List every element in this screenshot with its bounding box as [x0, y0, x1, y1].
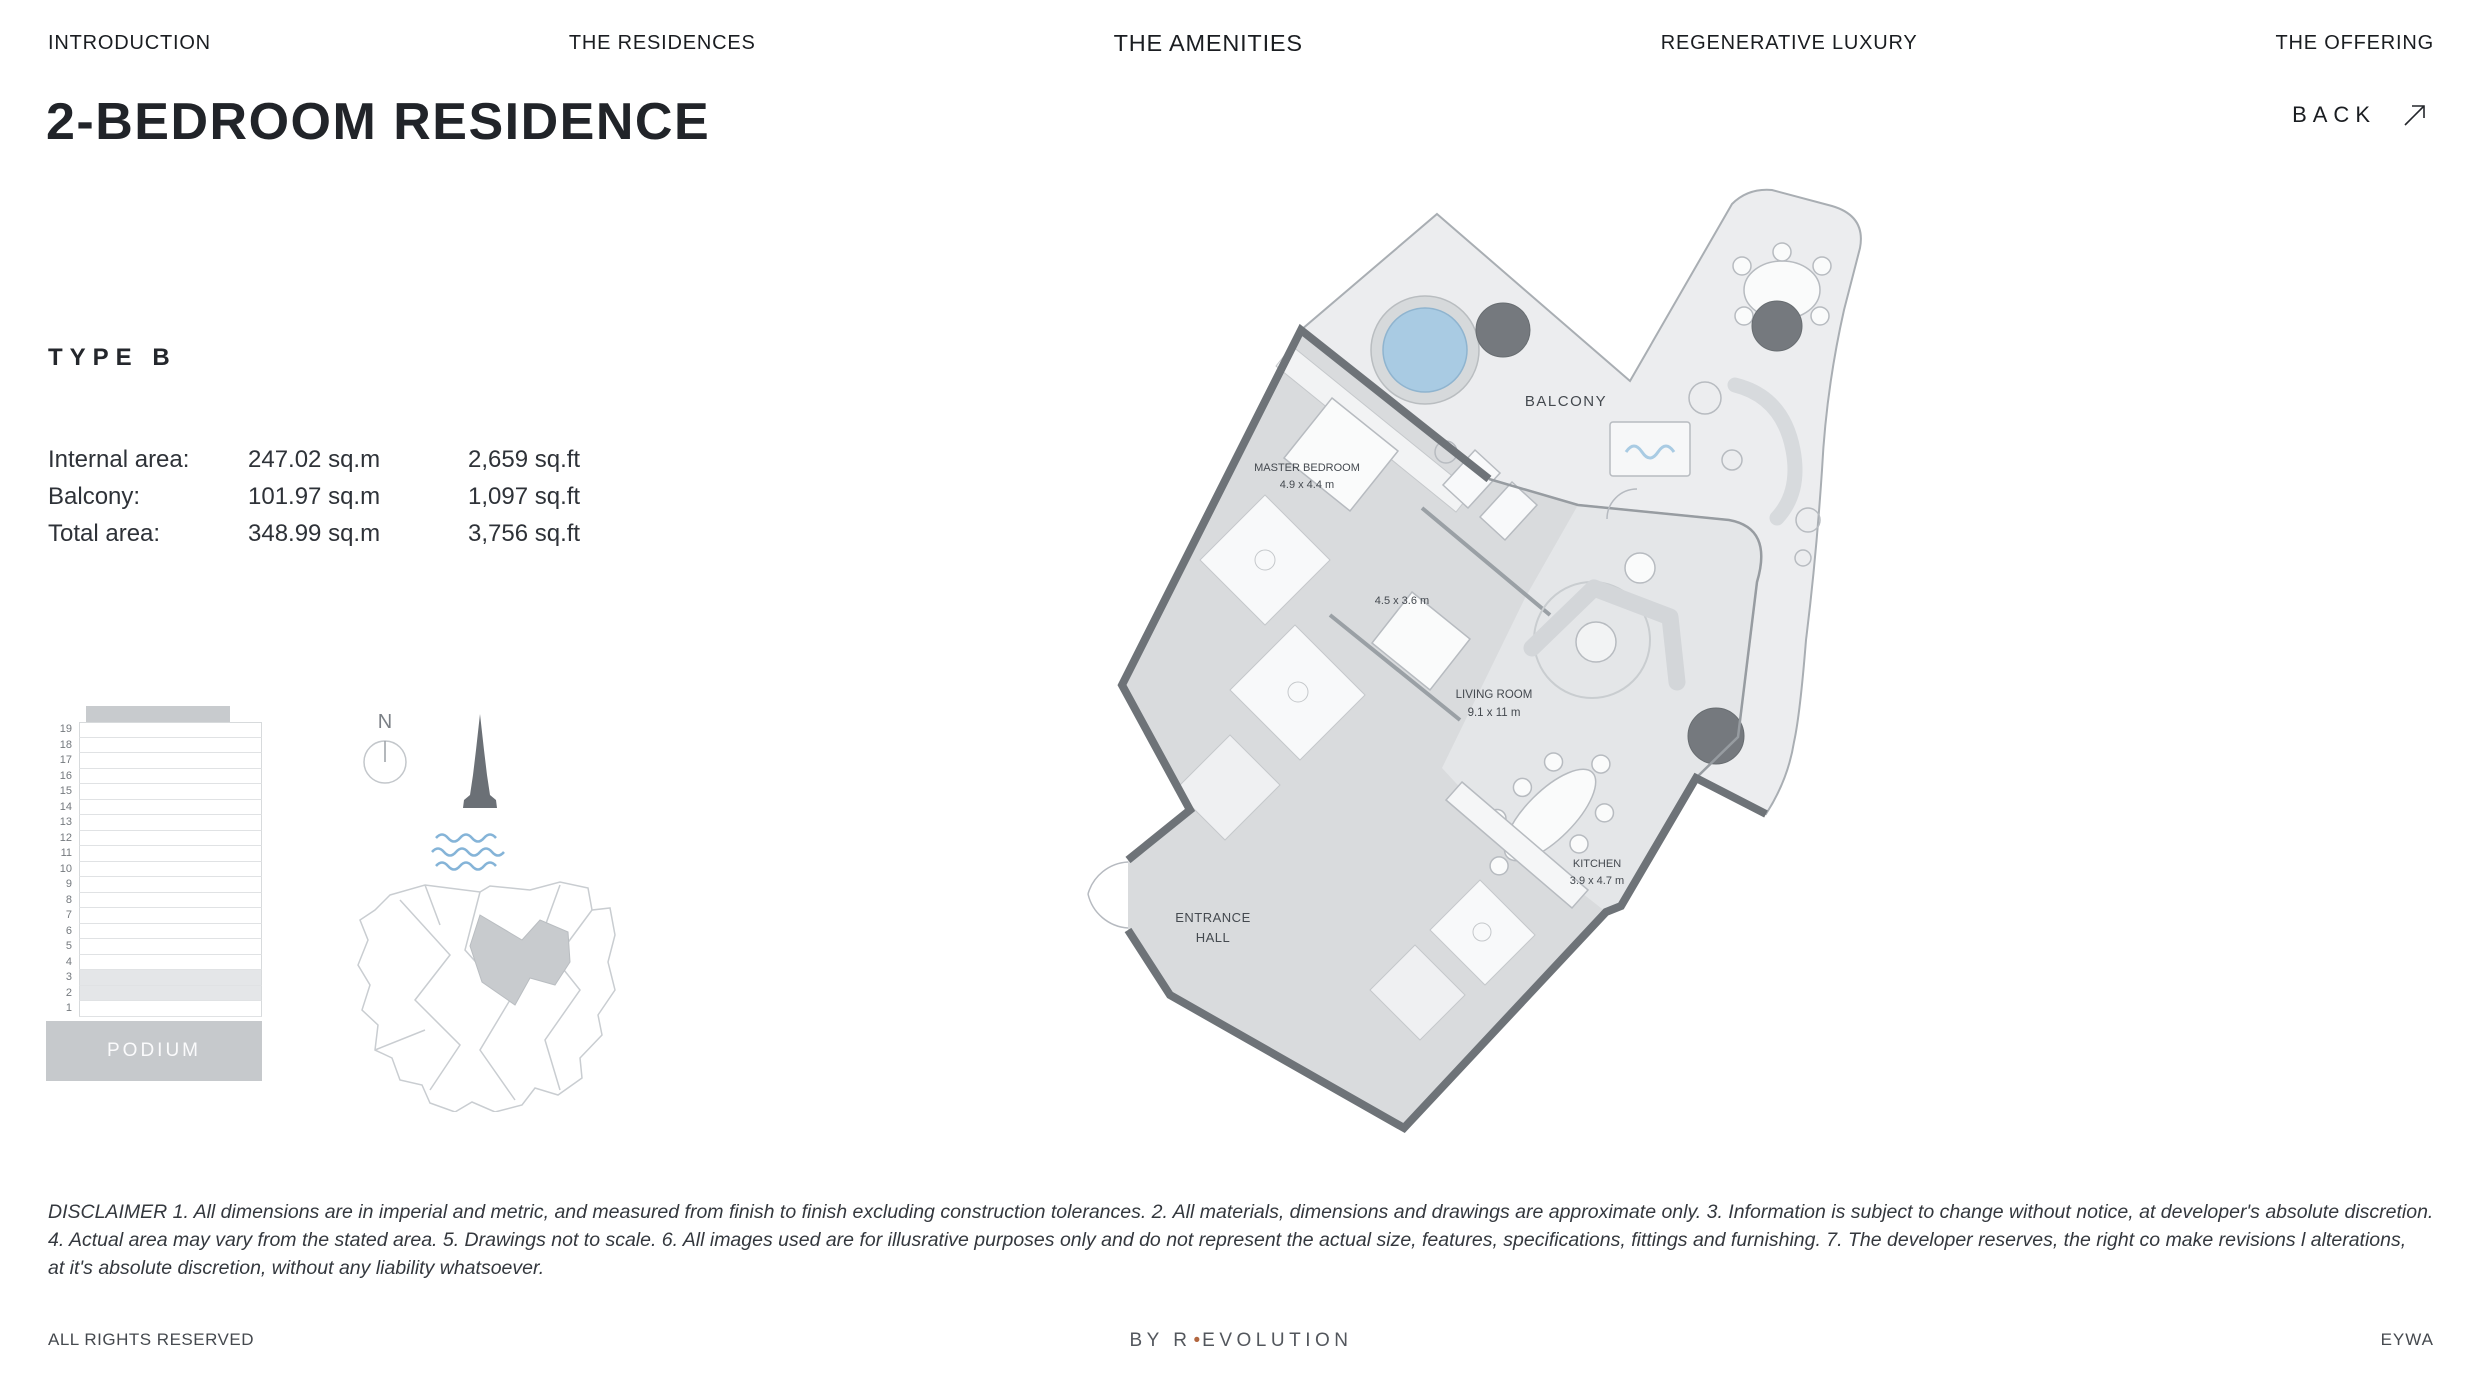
area-row-label: Balcony: [48, 483, 141, 510]
disclaimer-line: 4. Actual area may vary from the stated area. 5. Drawings not to scale. 6. All images used are for illusrative purposes only and do not represent the actual size, features, specifications, fittings and furnishing. 7. The developer reserves, the right co make revisions l alterations, [48, 1229, 2407, 1251]
tower-floor-19 [46, 722, 262, 738]
coffee-table [1576, 622, 1616, 662]
tower-floor-15 [46, 784, 262, 800]
master-bedroom-dims: 4.9 x 4.4 m [1279, 479, 1335, 491]
tower-floor-11 [46, 846, 262, 862]
tower-floor-5 [46, 939, 262, 955]
floor-cell [79, 784, 262, 800]
area-row-label: Internal area: [48, 446, 190, 473]
floor-number: 8 [65, 893, 72, 906]
kitchen-dims: 3.9 x 4.7 m [1569, 875, 1625, 887]
unit-type-label: TYPE B [48, 344, 177, 371]
floor-number: 19 [59, 723, 72, 735]
brand-prefix: BY R [1129, 1330, 1192, 1351]
nav-item-regenerative-luxury[interactable]: REGENERATIVE LUXURY [1660, 32, 1918, 54]
compass-icon [364, 741, 406, 783]
floor-number: 13 [59, 816, 72, 828]
floor-number: 4 [65, 955, 72, 968]
tower-floor-17 [46, 753, 262, 769]
floor-cell [79, 908, 262, 924]
nav-item-the-residences[interactable]: THE RESIDENCES [568, 32, 756, 54]
disclaimer-line: DISCLAIMER 1. All dimensions are in imperial and metric, and measured from finish to finish excluding construction tolerances. 2. All materials, dimensions and drawings are approximate only. 3. Information is subject to change without notice, at developer's absolute discretion. [48, 1201, 2434, 1223]
floor-plan [1080, 170, 2020, 1200]
floor-cell [79, 862, 262, 878]
area-table [48, 446, 580, 548]
bedroom2-dims: 4.5 x 3.6 m [1374, 595, 1430, 607]
tower-floor-13 [46, 815, 262, 831]
floor-number: 9 [65, 878, 72, 890]
floor-cell [79, 893, 262, 909]
floor-cell [79, 738, 262, 754]
floor-cell [79, 846, 262, 862]
floor-number: 16 [59, 769, 72, 782]
floor-number: 18 [59, 738, 72, 751]
tower-floor-16 [46, 769, 262, 785]
floor-number: 3 [65, 971, 72, 983]
floor-cell [79, 800, 262, 816]
floor-number: 5 [65, 940, 72, 952]
floor-cell [79, 815, 262, 831]
floor-cell [79, 970, 262, 986]
area-row-metric: 348.99 sq.m [248, 520, 381, 547]
nav-item-the-amenities[interactable]: THE AMENITIES [1113, 30, 1303, 56]
area-row-imperial: 3,756 sq.ft [468, 520, 581, 547]
water-waves-icon [432, 835, 504, 870]
masterplan-footprint [358, 882, 615, 1112]
footer-rights: ALL RIGHTS RESERVED [48, 1330, 255, 1349]
tower-floor-12 [46, 831, 262, 847]
arrow-up-right-icon [2400, 100, 2430, 130]
floor-cell [79, 831, 262, 847]
masterplan-diagram [330, 700, 630, 1112]
floor-number: 14 [59, 800, 72, 813]
tower-floor-3 [46, 970, 262, 986]
disclaimer [48, 1198, 2442, 1282]
tower-floor-10 [46, 862, 262, 878]
entrance-hall-label: ENTRANCE [1175, 910, 1251, 925]
floor-number: 7 [65, 909, 72, 921]
floor-number: 11 [60, 847, 72, 859]
burj-khalifa-icon [463, 714, 497, 808]
fire-table [1610, 422, 1690, 476]
balcony-label: BALCONY [1524, 393, 1608, 410]
planter-circle [1688, 708, 1744, 764]
north-label: N [377, 711, 393, 733]
brand-suffix: EVOLUTION [1202, 1330, 1353, 1351]
planter-circle [1752, 301, 1802, 351]
floor-cell [79, 1001, 262, 1017]
nav-item-introduction[interactable]: INTRODUCTION [48, 32, 211, 54]
floor-number: 6 [65, 924, 72, 937]
tower-floors [46, 722, 262, 1017]
area-row-label: Total area: [48, 520, 161, 547]
floor-number: 1 [65, 1002, 72, 1014]
living-room-dims: 9.1 x 11 m [1467, 707, 1521, 719]
tower-floor-7 [46, 908, 262, 924]
tower-floor-6 [46, 924, 262, 940]
tower-floor-4 [46, 955, 262, 971]
brand-dot-icon: • [1193, 1330, 1201, 1351]
living-room-label: LIVING ROOM [1455, 689, 1533, 701]
floor-number: 2 [65, 986, 72, 999]
tower-floor-9 [46, 877, 262, 893]
floor-number: 10 [59, 862, 72, 875]
tower-floor-2 [46, 986, 262, 1002]
floor-cell [79, 769, 262, 785]
back-label: BACK [2292, 102, 2376, 127]
area-row-imperial: 2,659 sq.ft [468, 446, 581, 473]
top-nav [0, 0, 2482, 57]
floor-number: 15 [59, 785, 72, 797]
tower-floor-14 [46, 800, 262, 816]
pool-water [1383, 308, 1467, 392]
kitchen-label: KITCHEN [1572, 858, 1622, 870]
nav-item-the-offering[interactable]: THE OFFERING [2275, 32, 2434, 54]
floor-cell [79, 986, 262, 1002]
planter-circle [1476, 303, 1530, 357]
floor-cell [79, 939, 262, 955]
armchair [1625, 553, 1655, 583]
floor-cell [79, 924, 262, 940]
floor-cell [79, 955, 262, 971]
entrance-hall-label2: HALL [1195, 930, 1231, 945]
tower-roof [86, 706, 230, 722]
master-bedroom-label: MASTER BEDROOM [1254, 462, 1360, 474]
page-title: 2-BEDROOM RESIDENCE [46, 93, 711, 151]
floor-cell [79, 753, 262, 769]
floor-number: 17 [59, 754, 72, 766]
floor-cell [79, 877, 262, 893]
floor-cell [79, 722, 262, 738]
tower-floor-1 [46, 1001, 262, 1017]
area-row-metric: 247.02 sq.m [248, 446, 381, 473]
area-row-imperial: 1,097 sq.ft [468, 483, 581, 510]
area-row-metric: 101.97 sq.m [248, 483, 381, 510]
floor-number: 12 [59, 831, 72, 844]
podium-block: PODIUM [46, 1021, 262, 1081]
back-button[interactable] [2292, 100, 2430, 130]
footer-brand [0, 1330, 2482, 1352]
tower-floor-8 [46, 893, 262, 909]
footer-eywa: EYWA [2380, 1330, 2434, 1349]
tower-floor-18 [46, 738, 262, 754]
disclaimer-line: at it's absolute discretion, without any liability whatsoever. [48, 1257, 545, 1279]
tower-elevation-diagram [46, 706, 262, 1081]
